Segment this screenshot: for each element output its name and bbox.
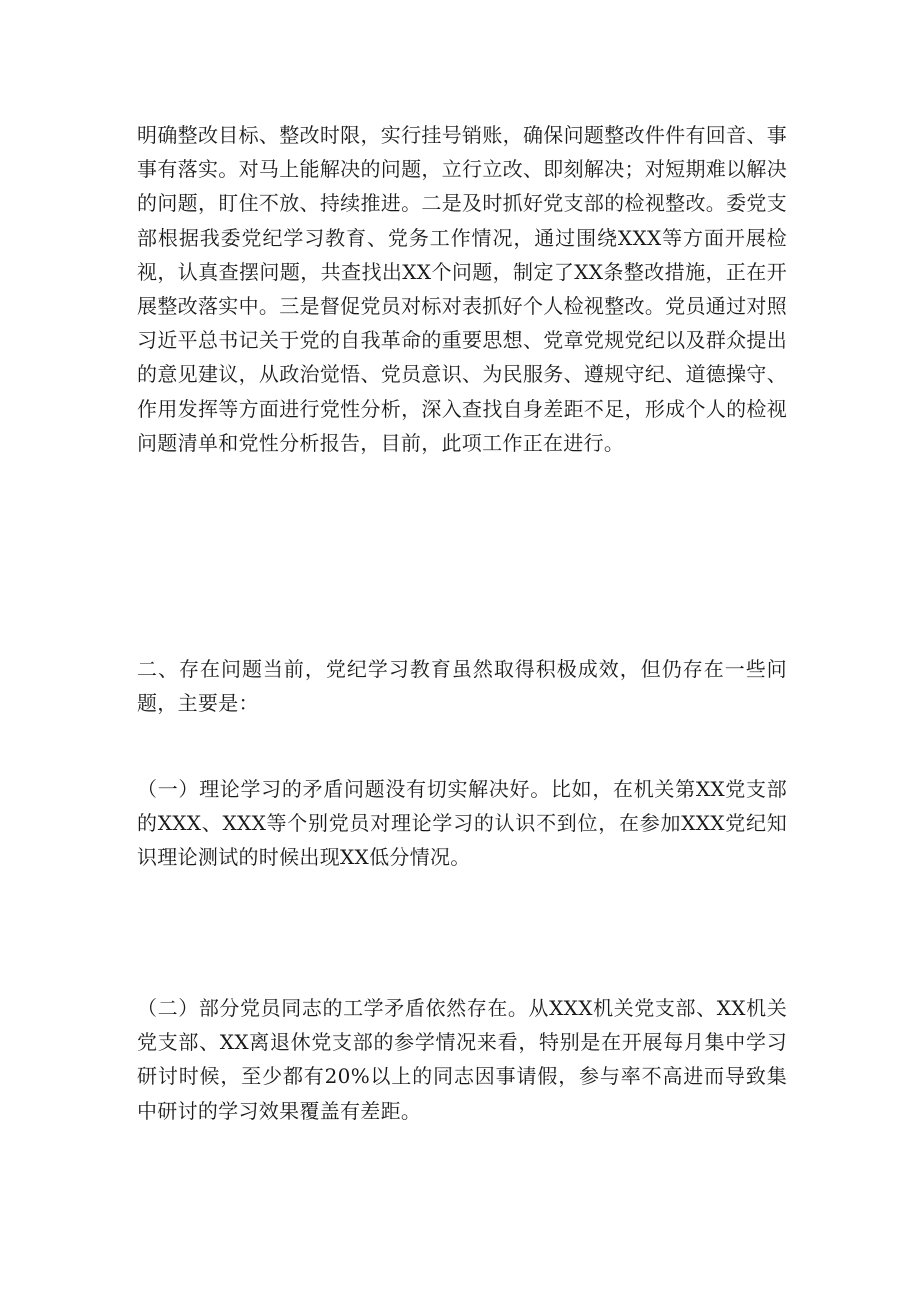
paragraph-rectification-progress: 明确整改目标、整改时限，实行挂号销账，确保问题整改件件有回音、事事有落实。对马上能解决的问题，立行立改、即刻解决；对短期难以解决的问题，盯住不放、持续推进。二是及时抓好党支部的检视整改。委党支部根据我委党纪学习教育、党务工作情况，通过围绕XXX等方面开展检视，认真查摆问题，共查找出XX个问题，制定了XX条整改措施，正在开展整改落实中。三是督促党员对标对表抓好个人检视整改。党员通过对照习近平总书记关于党的自我革命的重要思想、党章党规党纪以及群众提出的意见建议，从政治觉悟、党员意识、为民服务、遵规守纪、道德操守、作用发挥等方面进行党性分析，深入查找自身差距不足，形成个人的检视问题清单和党性分析报告，目前，此项工作正在进行。 (137, 123, 787, 455)
paragraph-work-study-conflict: （二）部分党员同志的工学矛盾依然存在。从XXX机关党支部、XX机关党支部、XX离退休党支部的参学情况来看，特别是在开展每月集中学习研讨时候，至少都有20%以上的同志因事请假，参与率不高进而导致集中研讨的学习效果覆盖有差距。 (137, 996, 787, 1123)
paragraph-section-heading-existing-problems: 二、存在问题当前，党纪学习教育虽然取得积极成效，但仍存在一些问题，主要是： (137, 657, 787, 716)
paragraph-theory-study-problem: （一）理论学习的矛盾问题没有切实解决好。比如，在机关第XX党支部的XXX、XXX等个别党员对理论学习的认识不到位，在参加XXX党纪知识理论测试的时候出现XX低分情况。 (137, 777, 787, 870)
